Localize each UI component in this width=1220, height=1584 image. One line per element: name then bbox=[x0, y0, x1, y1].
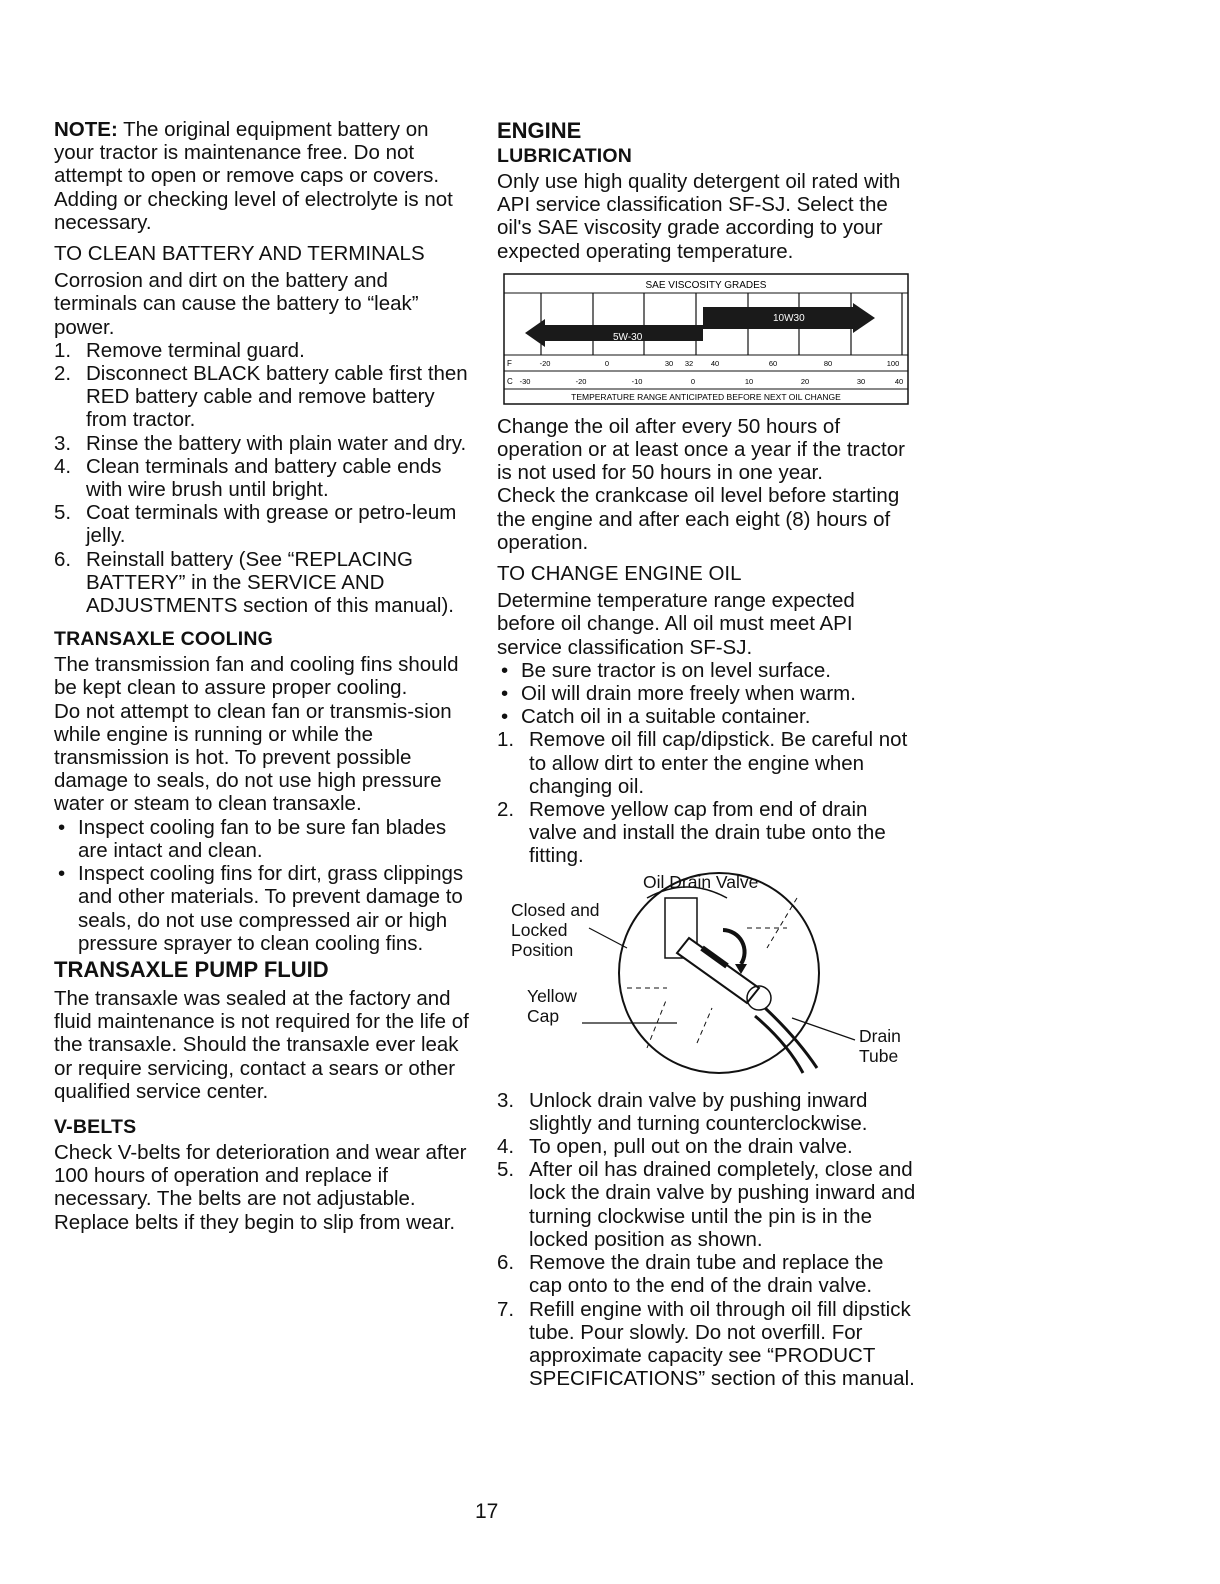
axis-tick-label: -30 bbox=[519, 376, 531, 386]
list-item-text: Reinstall battery (See “REPLACING BATTERY” in the SERVICE AND ADJUSTMENTS section of this manual). bbox=[86, 547, 454, 618]
list-marker: 6. bbox=[54, 547, 72, 571]
list-item bbox=[54, 339, 474, 362]
pump-fluid-heading: TRANSAXLE PUMP FLUID bbox=[54, 956, 329, 982]
grade-label-10w30: 10W30 bbox=[773, 312, 805, 324]
list-marker: • bbox=[501, 658, 509, 682]
list-marker: 4. bbox=[54, 454, 72, 478]
list-item-text: Clean terminals and battery cable ends with wire brush until bright. bbox=[86, 454, 442, 502]
list-item bbox=[497, 1135, 917, 1158]
list-marker: • bbox=[501, 682, 509, 706]
axis-tick-label: 0 bbox=[690, 376, 696, 386]
list-marker: 6. bbox=[497, 1251, 515, 1275]
axis-tick-label: 100 bbox=[886, 358, 900, 368]
celsius-label: C bbox=[507, 376, 513, 386]
list-item-text: Disconnect BLACK battery cable first then RED battery cable and remove battery from tractor. bbox=[86, 362, 468, 432]
axis-tick-label: 32 bbox=[684, 358, 694, 368]
axis-tick-label: 80 bbox=[823, 358, 833, 368]
transaxle-cooling-heading: TRANSAXLE COOLING bbox=[54, 628, 273, 651]
list-item-text: Oil will drain more freely when warm. bbox=[521, 682, 856, 706]
axis-tick-label: 30 bbox=[664, 358, 674, 368]
list-item-text: Rinse the battery with plain water and dry. bbox=[86, 431, 467, 455]
list-marker: 5. bbox=[54, 501, 72, 525]
list-item bbox=[54, 816, 474, 862]
list-item bbox=[497, 1158, 917, 1251]
axis-tick-label: 40 bbox=[894, 376, 904, 386]
list-marker: 3. bbox=[54, 431, 72, 455]
axis-tick-label: 40 bbox=[710, 358, 720, 368]
list-item-text: Inspect cooling fins for dirt, grass clippings and other materials. To prevent damage to seals, do not use compressed air or high pressure sprayer to clean cooling fins. bbox=[78, 862, 464, 955]
list-marker: 2. bbox=[54, 362, 72, 386]
list-item bbox=[54, 432, 474, 455]
axis-tick-label: -10 bbox=[631, 376, 643, 386]
list-item bbox=[497, 728, 917, 798]
change-oil-steps-a bbox=[497, 728, 917, 867]
axis-tick-label: 0 bbox=[604, 358, 610, 368]
list-item-text: Remove the drain tube and replace the cap onto to the end of the drain valve. bbox=[529, 1251, 884, 1298]
list-item bbox=[54, 862, 474, 955]
note-text: The original equipment battery on your tractor is maintenance free. Do not attempt to open or remove caps or covers. Adding or checking level of electrolyte is not necessary. bbox=[54, 118, 453, 234]
change-oil-p2: Check the crankcase oil level before starting the engine and after each eight (8) hours of operation. bbox=[497, 484, 900, 554]
transaxle-cooling-p2: Do not attempt to clean fan or transmis-sion while engine is running or while the transmission is hot. To prevent possible damage to seals, do not use high pressure water or steam to clean transaxle. bbox=[54, 699, 452, 816]
list-item bbox=[54, 362, 474, 432]
list-marker: • bbox=[58, 862, 66, 886]
list-item-text: Remove oil fill cap/dipstick. Be careful not to allow dirt to enter the engine when changing oil. bbox=[529, 728, 908, 798]
list-item-text: Unlock drain valve by pushing inward slightly and turning counterclockwise. bbox=[529, 1088, 868, 1135]
right-column bbox=[497, 118, 917, 1390]
left-column bbox=[54, 118, 474, 1234]
vbelts-text: Check V-belts for deterioration and wear after 100 hours of operation and replace if necessary. The belts are not adjustable. Replace belts if they begin to slip from wear. bbox=[54, 1140, 467, 1234]
transaxle-cooling-p1: The transmission fan and cooling fins should be kept clean to assure proper cooling. bbox=[54, 653, 459, 700]
clean-battery-intro: Corrosion and dirt on the battery and terminals can cause the battery to “leak” power. bbox=[54, 269, 419, 339]
viscosity-chart-svg bbox=[503, 273, 909, 405]
fahrenheit-label: F bbox=[507, 358, 512, 368]
list-item bbox=[497, 682, 917, 705]
oil-drain-valve-figure bbox=[497, 868, 917, 1083]
list-item-text: After oil has drained completely, close and lock the drain valve by pushing inward and turning clockwise until the pin is in the locked position as shown. bbox=[529, 1158, 916, 1251]
list-marker: 7. bbox=[497, 1297, 515, 1321]
list-item-text: Be sure tractor is on level surface. bbox=[521, 658, 831, 682]
list-marker: 2. bbox=[497, 798, 515, 822]
clean-battery-steps bbox=[54, 339, 474, 617]
axis-tick-label: 20 bbox=[800, 376, 810, 386]
drain-tube-label: Drain Tube bbox=[859, 1025, 901, 1066]
page-number: 17 bbox=[475, 1500, 499, 1523]
list-item-text: To open, pull out on the drain valve. bbox=[529, 1135, 853, 1159]
list-marker: • bbox=[501, 705, 509, 729]
drain-valve-illustration bbox=[497, 868, 917, 1083]
drain-valve-body bbox=[677, 938, 759, 1003]
viscosity-chart-footer: TEMPERATURE RANGE ANTICIPATED BEFORE NEXT OIL CHANGE bbox=[571, 391, 841, 402]
pump-fluid-text: The transaxle was sealed at the factory and fluid maintenance is not required for the life of the transaxle. Should the transaxle ever leak or require servicing, contact a sears or other qualified service center. bbox=[54, 986, 469, 1103]
list-marker: 1. bbox=[497, 728, 515, 752]
change-oil-heading: TO CHANGE ENGINE OIL bbox=[497, 562, 742, 586]
change-oil-intro: Determine temperature range expected before oil change. All oil must meet API service classification SF-SJ. bbox=[497, 589, 855, 659]
axis-tick-label: 30 bbox=[856, 376, 866, 386]
axis-tick-label: -20 bbox=[539, 358, 551, 368]
drain-figure-title: Oil Drain Valve bbox=[643, 871, 759, 892]
note-label: NOTE: bbox=[54, 118, 118, 141]
transaxle-cooling-bullets bbox=[54, 816, 474, 955]
list-marker: 4. bbox=[497, 1135, 515, 1159]
list-item-text: Coat terminals with grease or petro-leum jelly. bbox=[86, 501, 457, 548]
lubrication-text: Only use high quality detergent oil rated with API service classification SF-SJ. Select the oil's SAE viscosity grade according to your expected operating temperature. bbox=[497, 170, 901, 263]
list-marker: 3. bbox=[497, 1088, 515, 1112]
list-item bbox=[497, 1089, 917, 1135]
list-item bbox=[497, 705, 917, 728]
list-marker: 5. bbox=[497, 1158, 515, 1182]
lubrication-heading: LUBRICATION bbox=[497, 145, 633, 167]
grade-label-5w30: 5W-30 bbox=[613, 331, 643, 343]
list-item-text: Refill engine with oil through oil fill dipstick tube. Pour slowly. Do not overfill. For approximate capacity see “PRODUCT SPECIFICATIONS” section of this manual. bbox=[529, 1297, 915, 1391]
rotate-arrow-icon bbox=[723, 930, 745, 964]
closed-locked-label: Closed and Locked Position bbox=[511, 899, 600, 960]
list-item bbox=[54, 548, 474, 618]
axis-tick-label: 10 bbox=[744, 376, 754, 386]
change-oil-steps-b bbox=[497, 1089, 917, 1391]
list-marker: • bbox=[58, 815, 66, 839]
axis-tick-label: -20 bbox=[575, 376, 587, 386]
list-item bbox=[497, 1298, 917, 1391]
battery-note bbox=[54, 118, 474, 234]
engine-heading: ENGINE bbox=[497, 118, 582, 143]
viscosity-chart-title: SAE VISCOSITY GRADES bbox=[645, 279, 767, 291]
list-item bbox=[54, 501, 474, 547]
axis-tick-label: 60 bbox=[768, 358, 778, 368]
list-item bbox=[497, 798, 917, 868]
list-item-text: Remove yellow cap from end of drain valve and install the drain tube onto the fitting. bbox=[529, 798, 886, 868]
list-item-text: Catch oil in a suitable container. bbox=[521, 705, 811, 729]
list-item bbox=[54, 455, 474, 501]
vbelts-heading: V-BELTS bbox=[54, 1115, 137, 1138]
list-item bbox=[497, 1251, 917, 1297]
clean-battery-heading: TO CLEAN BATTERY AND TERMINALS bbox=[54, 242, 425, 266]
change-oil-p1: Change the oil after every 50 hours of operation or at least once a year if the tractor is not used for 50 hours in one year. bbox=[497, 414, 905, 485]
list-item bbox=[497, 659, 917, 682]
list-item-text: Remove terminal guard. bbox=[86, 338, 305, 362]
change-oil-bullets bbox=[497, 659, 917, 729]
list-marker: 1. bbox=[54, 338, 72, 362]
list-item-text: Inspect cooling fan to be sure fan blades are intact and clean. bbox=[78, 815, 447, 862]
yellow-cap-label: Yellow Cap bbox=[527, 985, 577, 1026]
sae-viscosity-chart bbox=[503, 273, 909, 405]
